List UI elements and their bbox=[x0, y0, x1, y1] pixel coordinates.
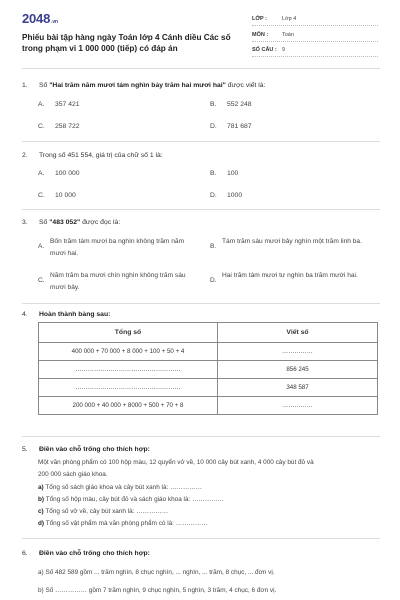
meta-key: LỚP : bbox=[252, 16, 267, 22]
item-letter: b) bbox=[38, 496, 45, 503]
item-letter: a) bbox=[38, 484, 44, 491]
question-number: 1. bbox=[22, 82, 28, 89]
q6-item-a[interactable] bbox=[38, 567, 275, 579]
question-number: 6. bbox=[22, 550, 28, 557]
option-letter: D. bbox=[210, 192, 217, 199]
option-text: 10 000 bbox=[55, 192, 76, 199]
option-letter: B. bbox=[210, 101, 217, 108]
item-letter: d) bbox=[38, 520, 45, 527]
q5-item-a[interactable] bbox=[38, 482, 202, 494]
question-text: Điền vào chỗ trống cho thích hợp: bbox=[39, 446, 150, 453]
divider bbox=[22, 303, 380, 304]
item-letter: c) bbox=[38, 508, 44, 515]
option-letter: C. bbox=[38, 123, 45, 130]
column-header: Tổng số bbox=[39, 323, 218, 343]
site-logo[interactable] bbox=[22, 11, 58, 26]
table-row bbox=[39, 343, 378, 361]
answer-table bbox=[38, 322, 378, 415]
table-cell[interactable]: …………………………………………… bbox=[39, 379, 218, 397]
text-part: được viết là: bbox=[225, 82, 266, 89]
text-part: Số bbox=[39, 219, 50, 226]
option-text: Năm trăm ba mươi chín nghìn không trăm sáu mươi bảy. bbox=[50, 272, 186, 291]
item-text: Tổng số vật phẩm mà văn phòng phẩm có là: …………… bbox=[45, 520, 208, 527]
question-number: 3. bbox=[22, 219, 28, 226]
table-cell[interactable]: …………… bbox=[218, 343, 378, 361]
item-text: Tổng số hộp màu, cây bút đỏ và sách giáo khoa là: …………… bbox=[45, 496, 225, 503]
option-text: Hai trăm tám mươi tư nghìn ba trăm mười hai. bbox=[222, 272, 358, 279]
column-header: Viết số bbox=[218, 323, 378, 343]
paragraph-line: Một văn phòng phẩm có 100 hộp màu, 12 quyển vở về, 10 000 cây bút xanh, 4 000 cây bút đỏ và bbox=[38, 459, 314, 466]
question-number: 5. bbox=[22, 446, 28, 453]
question-text: Hoàn thành bảng sau: bbox=[39, 311, 111, 318]
question-number: 2. bbox=[22, 152, 28, 159]
option-letter: B. bbox=[210, 170, 217, 177]
question-text bbox=[39, 219, 379, 226]
logo-text: 2048 bbox=[22, 11, 51, 26]
table-cell: 400 000 + 70 000 + 8 000 + 100 + 50 + 4 bbox=[39, 343, 218, 361]
option-letter: B. bbox=[210, 243, 217, 250]
text-part: Số bbox=[39, 82, 50, 89]
meta-value: Lớp 4 bbox=[282, 16, 297, 22]
item-text: Số 482 589 gồm ... trăm nghìn, 8 chục nghìn, ... nghìn, ... trăm, 8 chục, ... đơn vị. bbox=[45, 569, 275, 576]
option-letter: C. bbox=[38, 277, 45, 284]
worksheet-title: Phiếu bài tập hàng ngày Toán lớp 4 Cánh diều Các số trong phạm vi 1 000 000 (tiếp) có đáp án bbox=[22, 33, 231, 53]
divider bbox=[22, 209, 380, 210]
divider bbox=[22, 436, 380, 437]
divider bbox=[22, 538, 380, 539]
meta-value: 9 bbox=[282, 47, 286, 53]
meta-key: MÔN : bbox=[252, 32, 269, 38]
table-cell: 856 245 bbox=[218, 361, 378, 379]
table-header-row bbox=[39, 323, 378, 343]
option-text: Tám trăm sáu mươi bảy nghìn một trăm linh ba. bbox=[222, 238, 362, 245]
table-row bbox=[39, 379, 378, 397]
text-bold: "Hai trăm năm mươi tám nghìn bảy trăm hai mươi hai" bbox=[49, 82, 226, 89]
question-text bbox=[39, 82, 379, 89]
option-text: 781 687 bbox=[227, 123, 252, 130]
option-text: 100 bbox=[227, 170, 239, 177]
text-bold: "483 052" bbox=[49, 219, 81, 226]
table-row bbox=[39, 397, 378, 415]
option-text: 552 248 bbox=[227, 101, 252, 108]
option-text: 258 722 bbox=[55, 123, 80, 130]
logo-suffix: .vn bbox=[51, 19, 58, 25]
option-text: 357 421 bbox=[55, 101, 80, 108]
table-cell[interactable]: …………… bbox=[218, 397, 378, 415]
header-divider bbox=[22, 68, 380, 69]
item-text: Tổng số vở về, cây bút xanh là: …………… bbox=[45, 508, 169, 515]
option-letter: D. bbox=[210, 123, 217, 130]
item-letter: a) bbox=[38, 569, 44, 576]
table-cell: 200 000 + 40 000 + 8000 + 500 + 70 + 8 bbox=[39, 397, 218, 415]
meta-value: Toán bbox=[282, 32, 294, 38]
question-text: Trong số 451 554, giá trị của chữ số 1 là: bbox=[39, 152, 163, 159]
meta-key: SỐ CÂU : bbox=[252, 47, 277, 53]
option-letter: C. bbox=[38, 192, 45, 199]
meta-class bbox=[252, 12, 378, 26]
item-letter: b) bbox=[38, 587, 44, 594]
option-letter: D. bbox=[210, 277, 217, 284]
meta-count bbox=[252, 43, 378, 57]
q6-item-b[interactable] bbox=[38, 585, 276, 597]
option-letter: A. bbox=[38, 170, 45, 177]
divider bbox=[22, 141, 380, 142]
question-number: 4. bbox=[22, 311, 28, 318]
item-text: Tổng số sách giáo khoa và cây bút xanh là: …………… bbox=[45, 484, 203, 491]
meta-subject bbox=[252, 28, 378, 42]
item-text: Số …………… gồm 7 trăm nghìn, 9 chục nghìn, 5 nghìn, 3 trăm, 4 chục, 6 đơn vị. bbox=[45, 587, 277, 594]
option-text: 100 000 bbox=[55, 170, 80, 177]
option-text: Bốn trăm tám mươi ba nghìn không trăm năm mươi hai. bbox=[50, 238, 185, 257]
q5-item-b[interactable] bbox=[38, 494, 224, 506]
table-row bbox=[39, 361, 378, 379]
paragraph-line: 200 000 sách giáo khoa. bbox=[38, 471, 108, 478]
option-text: 1000 bbox=[227, 192, 243, 199]
table-cell: 348 587 bbox=[218, 379, 378, 397]
option-letter: A. bbox=[38, 243, 45, 250]
q5-item-d[interactable] bbox=[38, 518, 208, 530]
text-part: được đọc là: bbox=[80, 219, 121, 226]
question-text: Điền vào chỗ trống cho thích hợp: bbox=[39, 550, 150, 557]
option-letter: A. bbox=[38, 101, 45, 108]
table-cell[interactable]: …………………………………………… bbox=[39, 361, 218, 379]
q5-item-c[interactable] bbox=[38, 506, 168, 518]
